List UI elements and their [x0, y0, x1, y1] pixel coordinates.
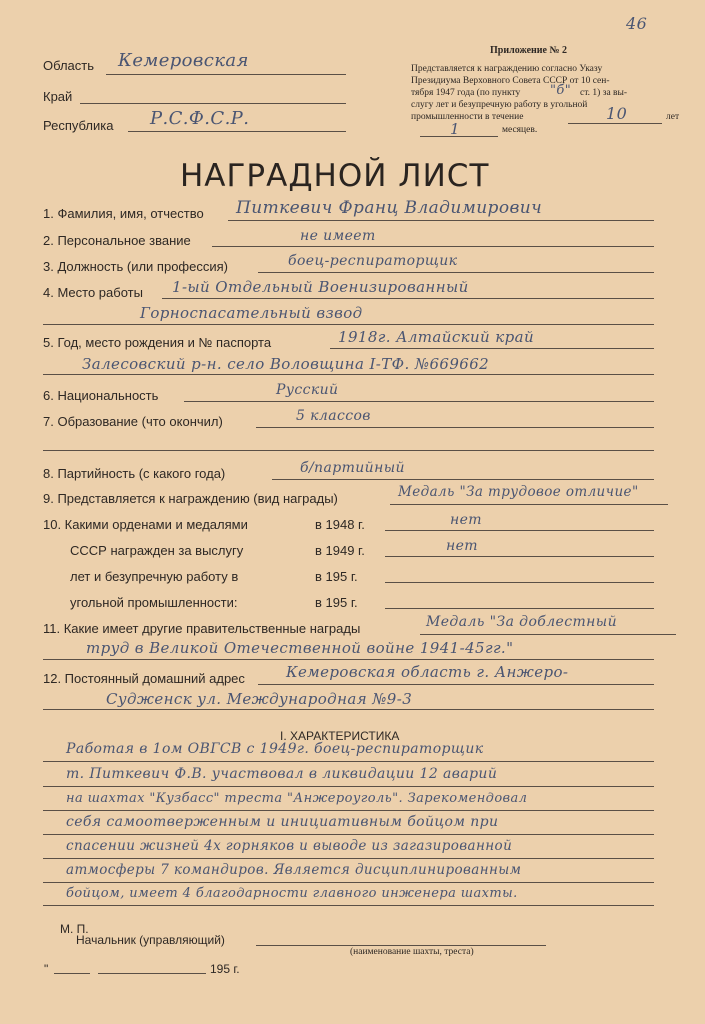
- field-6-label: 6. Национальность: [43, 388, 159, 403]
- characteristic-heading: I. ХАРАКТЕРИСТИКА: [280, 729, 400, 743]
- appendix-line-1: Представляется к награждению согласно Указу: [411, 64, 603, 74]
- chief-caption: (наименование шахты, треста): [350, 947, 474, 957]
- field-9-label: 9. Представляется к награждению (вид награды): [43, 491, 338, 506]
- oblast-label: Область: [43, 58, 95, 73]
- field-11-value-2: труд в Великой Отечественной войне 1941-45гг.": [86, 639, 514, 657]
- field-11-value-1: Медаль "За доблестный: [426, 614, 617, 630]
- document-title: НАГРАДНОЙ ЛИСТ: [180, 158, 490, 194]
- field-10-line-1: 10. Какими орденами и медалями: [43, 517, 248, 532]
- characteristic-line-6: атмосферы 7 командиров. Является дисциплинированным: [66, 862, 522, 878]
- chief-label: Начальник (управляющий): [76, 933, 225, 947]
- appendix-title: Приложение № 2: [490, 45, 568, 56]
- appendix-months: 1: [450, 120, 460, 138]
- year-1948-value: нет: [450, 512, 482, 528]
- appendix-years: 10: [606, 104, 628, 123]
- appendix-line-4: слугу лет и безупречную работу в угольной: [411, 100, 588, 110]
- appendix-line-3a: тября 1947 года (по пункту: [411, 88, 521, 98]
- mp-label: М. П.: [60, 922, 89, 936]
- field-3-value: боец-респираторщик: [288, 253, 458, 269]
- year-195b-label: в 195 г.: [315, 595, 358, 610]
- field-11-label: 11. Какие имеет другие правительственные награды: [43, 621, 361, 636]
- field-3-label: 3. Должность (или профессия): [43, 259, 228, 274]
- characteristic-line-4: себя самоотверженным и инициативным бойцом при: [66, 814, 499, 830]
- field-5-label: 5. Год, место рождения и № паспорта: [43, 335, 272, 350]
- characteristic-line-1: Работая в 1ом ОВГСВ с 1949г. боец-респираторщик: [66, 741, 484, 757]
- characteristic-line-7: бойцом, имеет 4 благодарности главного инженера шахты.: [66, 886, 518, 901]
- field-10-line-3: лет и безупречную работу в: [70, 569, 239, 584]
- appendix-line-5: промышленности в течение: [411, 112, 524, 122]
- field-10-line-4: угольной промышленности:: [70, 595, 238, 610]
- field-4-value-2: Горноспасательный взвод: [140, 304, 363, 322]
- characteristic-line-5: спасении жизней 4х горняков и выводе из загазированной: [66, 838, 513, 854]
- characteristic-line-2: т. Питкевич Ф.В. участвовал в ликвидации 12 аварий: [66, 766, 498, 782]
- appendix-mesyacev: месяцев.: [502, 125, 538, 135]
- field-4-label: 4. Место работы: [43, 285, 143, 300]
- appendix-let: лет: [666, 112, 680, 122]
- field-12-value-2: Судженск ул. Международная №9-3: [106, 690, 413, 708]
- oblast-value: Кемеровская: [118, 50, 249, 71]
- appendix-line-2: Президиума Верховного Совета СССР от 10 сен-: [411, 76, 610, 86]
- field-7-value: 5 классов: [296, 408, 371, 424]
- field-9-value: Медаль "За трудовое отличие": [398, 484, 639, 500]
- page-number: 46: [626, 14, 648, 33]
- field-5-value-2: Залесовский р-н. село Воловщина I-ТФ. №669662: [82, 355, 490, 373]
- field-1-label: 1. Фамилия, имя, отчество: [43, 206, 204, 221]
- field-5-value-1: 1918г. Алтайский край: [338, 328, 535, 346]
- characteristic-line-3: на шахтах "Кузбасс" треста "Анжероуголь". Зарекомендовал: [66, 791, 528, 806]
- respublika-value: Р.С.Ф.С.Р.: [150, 108, 250, 129]
- year-1949-label: в 1949 г.: [315, 543, 365, 558]
- field-12-label: 12. Постоянный домашний адрес: [43, 671, 245, 686]
- field-10-line-2: СССР награжден за выслугу: [70, 543, 244, 558]
- field-8-value: б/партийный: [300, 460, 405, 476]
- krai-label: Край: [43, 89, 73, 104]
- field-1-value: Питкевич Франц Владимирович: [236, 198, 543, 218]
- field-8-label: 8. Партийность (с какого года): [43, 466, 226, 481]
- field-12-value-1: Кемеровская область г. Анжеро-: [286, 663, 569, 681]
- field-4-value-1: 1-ый Отдельный Военизированный: [172, 278, 469, 296]
- year-195a-label: в 195 г.: [315, 569, 358, 584]
- field-7-label: 7. Образование (что окончил): [43, 414, 223, 429]
- year-1949-value: нет: [446, 538, 478, 554]
- field-2-value: не имеет: [300, 228, 376, 244]
- appendix-line-3b: ст. 1) за вы-: [580, 88, 628, 98]
- year-1948-label: в 1948 г.: [315, 517, 365, 532]
- field-2-label: 2. Персональное звание: [43, 233, 191, 248]
- respublika-label: Республика: [43, 118, 114, 133]
- field-6-value: Русский: [276, 382, 339, 398]
- date-year: 195 г.: [210, 962, 240, 976]
- date-prefix: ": [44, 962, 49, 976]
- appendix-punkt: "б": [550, 83, 572, 98]
